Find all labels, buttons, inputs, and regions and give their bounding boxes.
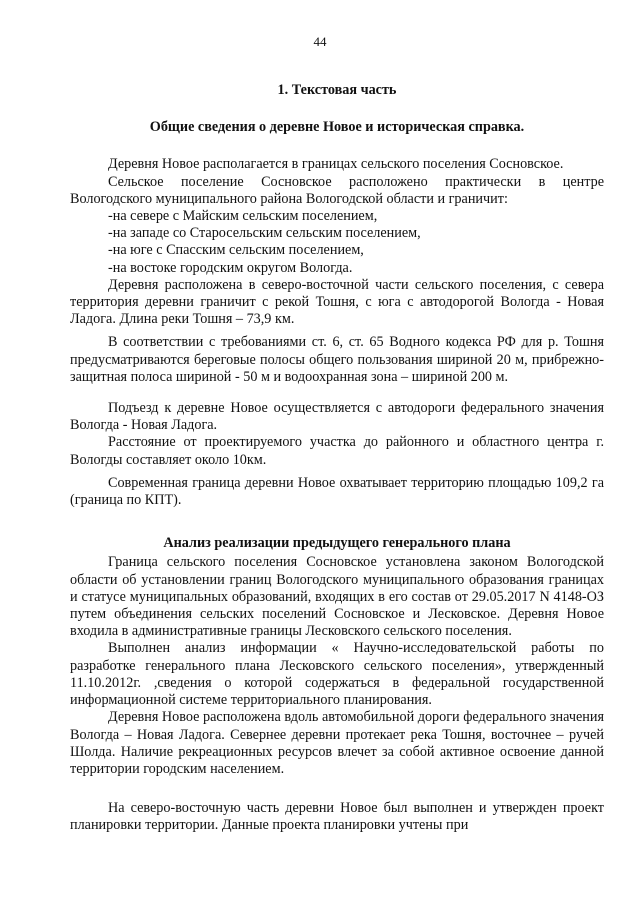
paragraph: Современная граница деревни Новое охватывает территорию площадью 109,2 га (граница по КПТ).: [70, 474, 604, 509]
paragraph: Деревня Новое расположена вдоль автомобильной дороги федерального значения Вологда – Новая Ладога. Севернее деревни протекает река Тошня, восточнее – ручей Шолда. Наличие рекреационных ресурсов влечет за собой активное освоение данной территории городским населением.: [70, 709, 604, 777]
paragraph: Деревня Новое располагается в границах сельского поселения Сосновское.: [108, 156, 564, 173]
paragraph: Подъезд к деревне Новое осуществляется с автодороги федерального значения Вологда - Новая Ладога.: [70, 400, 604, 434]
paragraph: Выполнен анализ информации « Научно-исследовательской работы по разработке генерального плана Лесковского сельского поселения», утвержденный 11.10.2012г. ,сведения о которой содержаться в федеральной государственной информационной системе территориального планирования.: [70, 640, 604, 709]
list-item: -на западе со Старосельским сельским поселением,: [108, 225, 421, 242]
page-number: 44: [313, 34, 327, 49]
paragraph: Деревня расположена в северо-восточной части сельского поселения, с севера территория деревни граничит с рекой Тошня, с юга с автодорогой Вологда - Новая Ладога. Длина реки Тошня – 73,9 км.: [70, 276, 604, 328]
subheading-analysis: Анализ реализации предыдущего генерального плана: [163, 535, 511, 552]
list-item: -на юге с Спасским сельским поселением,: [108, 242, 364, 259]
paragraph: Сельское поселение Сосновское расположено практически в центре Вологодского муниципального района Вологодской области и граничит:: [70, 173, 604, 207]
paragraph: Расстояние от проектируемого участка до районного и областного центра г. Вологды составляет около 10км.: [70, 434, 604, 468]
paragraph: В соответствии с требованиями ст. 6, ст. 65 Водного кодекса РФ для р. Тошня предусматриваются береговые полосы общего пользования шириной 20 м, прибрежно-защитная полоса шириной - 50 м и водоохранная зона – шириной 200 м.: [70, 334, 604, 385]
list-item: -на севере с Майским сельским поселением,: [108, 208, 378, 225]
subheading-general-info: Общие сведения о деревне Новое и историческая справка.: [149, 119, 525, 136]
list-item: -на востоке городским округом Вологда.: [108, 259, 353, 276]
paragraph: На северо-восточную часть деревни Новое был выполнен и утвержден проект планировки территории. Данные проекта планировки учтены при: [70, 800, 604, 834]
section-heading: 1. Текстовая часть: [277, 82, 397, 98]
paragraph: Граница сельского поселения Сосновское установлена законом Вологодской области об установлении границ Вологодского муниципального образования границах и статусе муниципальных образований, входящих в его состав от 29.05.2017 N 4148-ОЗ путем объединения сельских поселений Сосновское и Лесковское. Деревня Новое входила в административные границы Лесковского сельского поселения.: [70, 554, 604, 640]
document-body: [70, 62, 604, 835]
